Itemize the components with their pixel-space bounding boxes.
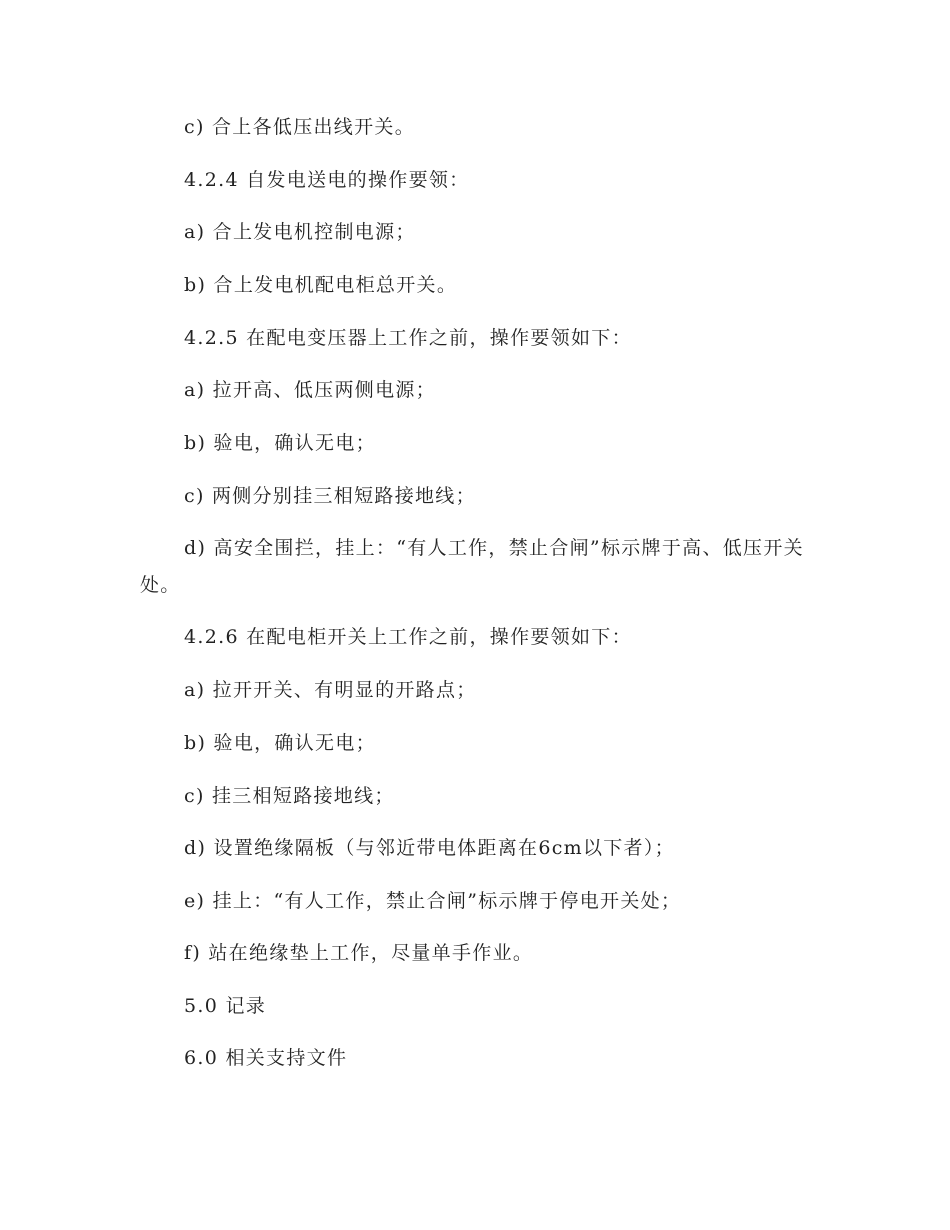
list-item-d-insulating-barrier: d) 设置绝缘隔板（与邻近带电体距离在6cm以下者）； xyxy=(184,837,675,859)
list-item-d-safety-fence-sign: d) 高安全围拦，挂上：“有人工作，禁止合闸”标示牌于高、低压开关处。 xyxy=(140,537,804,596)
section-heading-4-2-6: 4.2.6 在配电柜开关上工作之前，操作要领如下： xyxy=(184,626,632,648)
list-item-a-open-switch: a) 拉开开关、有明显的开路点； xyxy=(184,679,477,701)
list-item-c-close-low-voltage-switches: c) 合上各低压出线开关。 xyxy=(184,116,415,138)
section-heading-4-2-4: 4.2.4 自发电送电的操作要领： xyxy=(184,169,470,191)
list-item-b-verify-no-power-2: b) 验电，确认无电； xyxy=(184,732,376,754)
list-item-b-generator-main-switch: b) 合上发电机配电柜总开关。 xyxy=(184,274,458,296)
list-item-a-generator-control-power: a) 合上发电机控制电源； xyxy=(184,221,416,243)
list-item-c-hang-ground-wire: c) 挂三相短路接地线； xyxy=(184,785,395,807)
list-item-f-insulating-mat: f) 站在绝缘垫上工作，尽量单手作业。 xyxy=(184,942,534,964)
list-item-c-ground-wires-both-sides: c) 两侧分别挂三相短路接地线； xyxy=(184,485,476,507)
list-item-b-verify-no-power: b) 验电，确认无电； xyxy=(184,432,376,454)
list-item-e-hang-sign: e) 挂上：“有人工作，禁止合闸”标示牌于停电开关处； xyxy=(184,890,682,912)
section-heading-6-0-related-documents: 6.0 相关支持文件 xyxy=(184,1047,348,1069)
section-heading-4-2-5: 4.2.5 在配电变压器上工作之前，操作要领如下： xyxy=(184,327,632,349)
list-item-a-open-both-sides: a) 拉开高、低压两侧电源； xyxy=(184,379,436,401)
section-heading-5-0-records: 5.0 记录 xyxy=(184,995,267,1017)
